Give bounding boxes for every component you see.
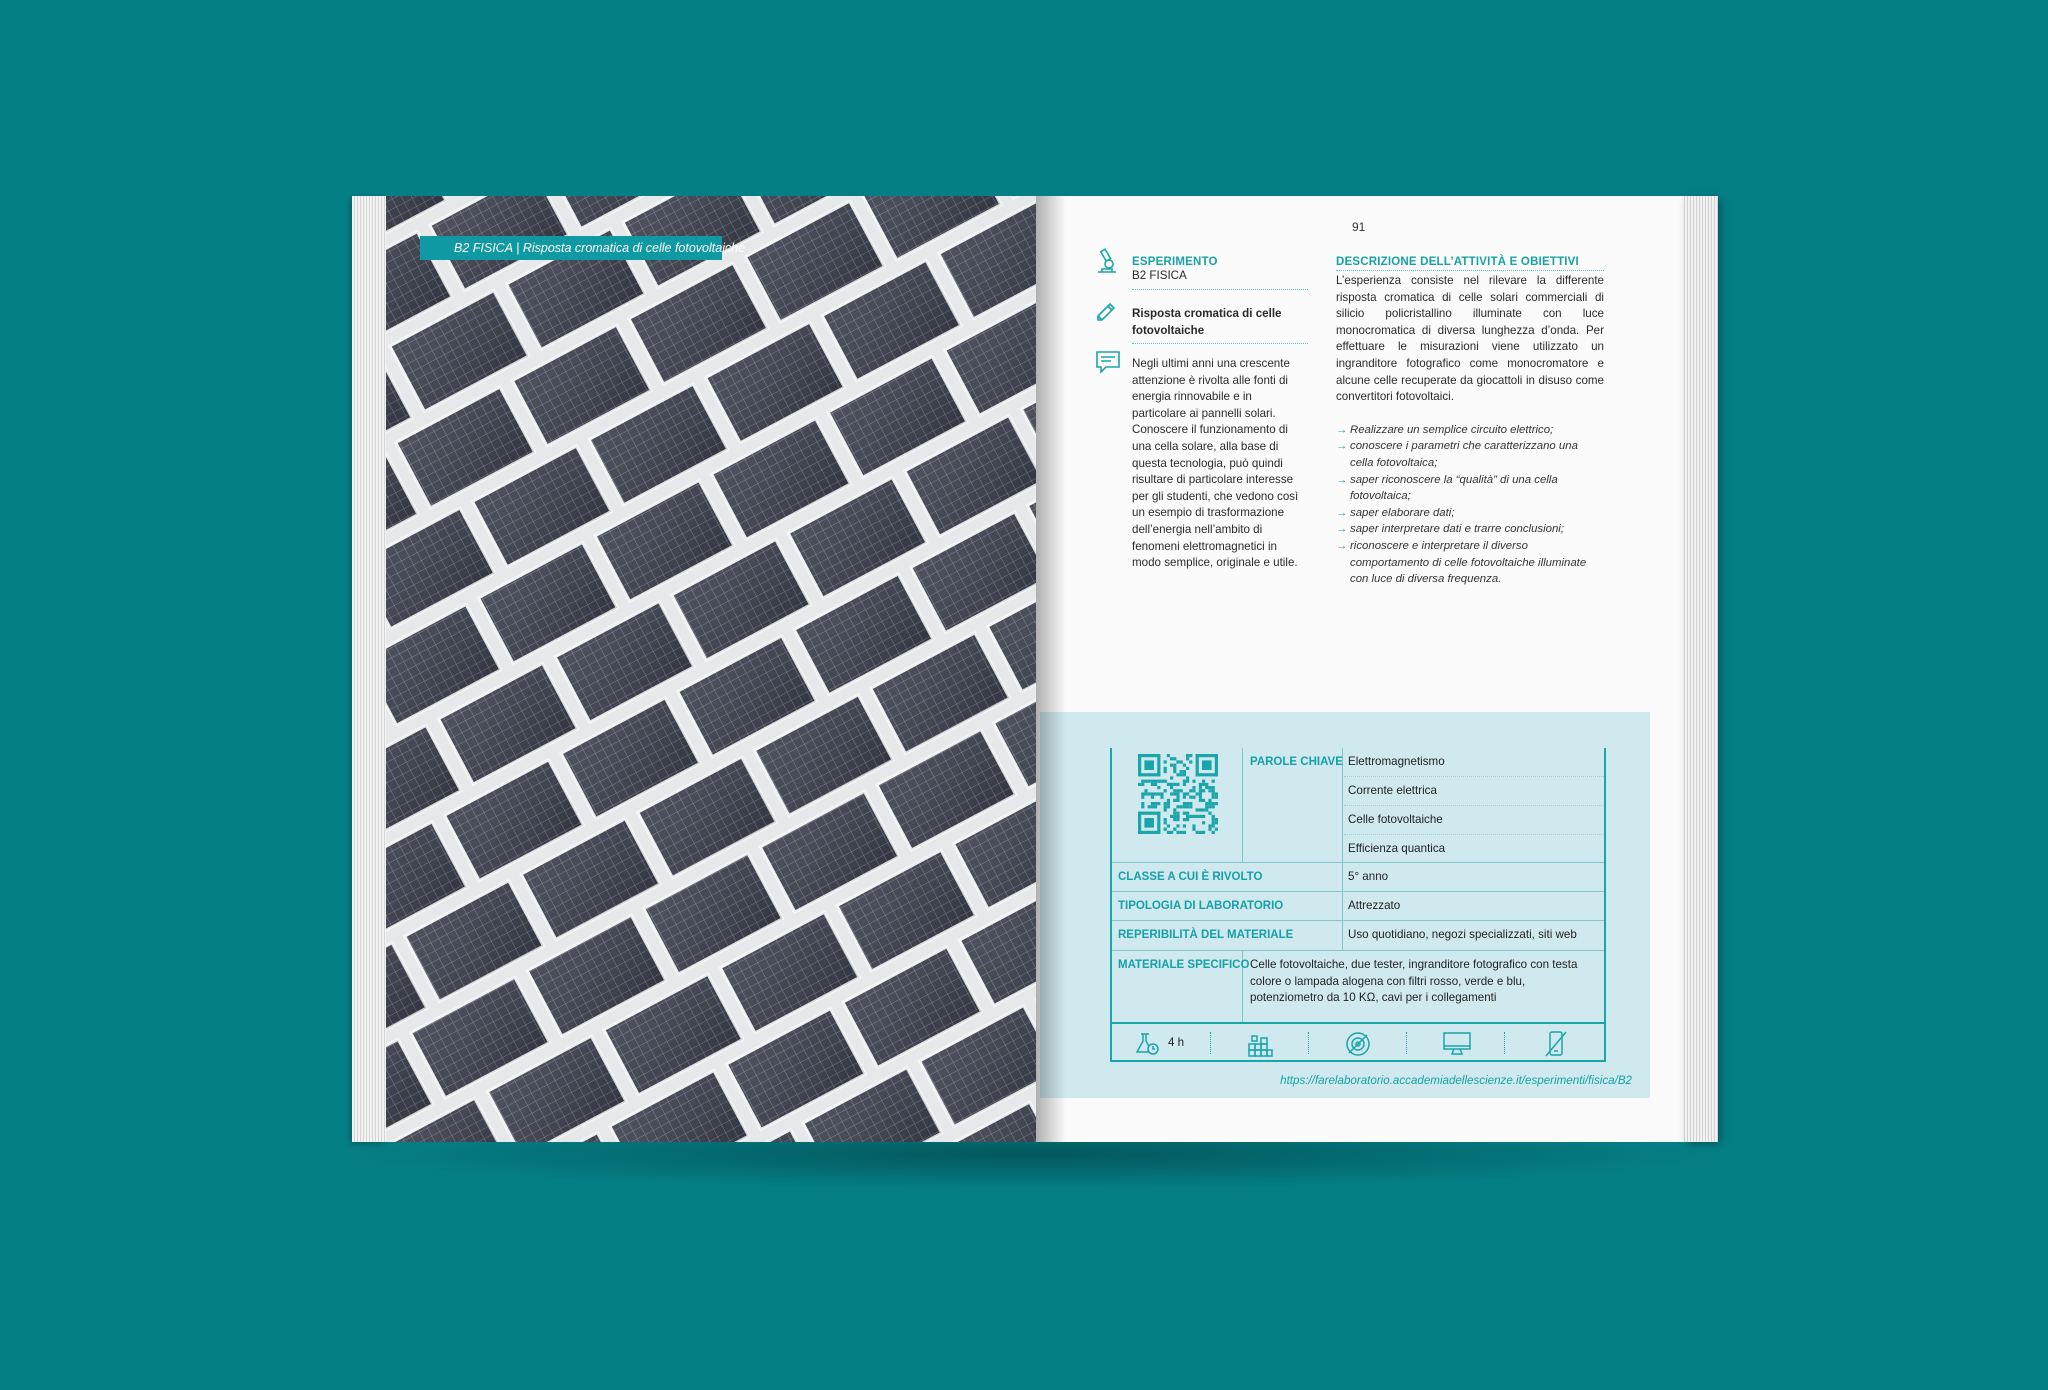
monitor-icon [1406, 1024, 1504, 1062]
footer-icons-bar [1112, 1022, 1604, 1060]
description-block [1336, 256, 1604, 588]
building-blocks-icon [1210, 1024, 1308, 1062]
page-number: 91 [1352, 220, 1366, 234]
experiment-title: Risposta cromatica di celle fotovoltaiche [1132, 306, 1308, 344]
keyword: Celle fotovoltaiche [1344, 805, 1604, 833]
objectives-list [1336, 422, 1604, 588]
info-card [1110, 748, 1606, 1062]
qr-code[interactable] [1138, 754, 1218, 834]
esperimento-code: B2 FISICA [1132, 268, 1308, 290]
objective-item: → saper riconoscere la “qualità” di una cella fotovoltaica; [1336, 473, 1558, 503]
experiment-url[interactable]: https://farelaboratorio.accademiadellescienze.it/esperimenti/fisica/B2 [1280, 1074, 1632, 1087]
title-block [1132, 306, 1308, 344]
description-text: L’esperienza consiste nel rilevare la differente risposta cromatica di celle solari commerciali di silicio policristallino illuminate con luce monocromatica di diversa lunghezza d’onda. Per effettuare le misurazioni viene utilizzato un ingranditore fotografico come monocromatore e alcune celle recuperate da giocattoli in disuso come convertitori fotovoltaici. [1336, 274, 1604, 404]
info-panel [1040, 712, 1650, 1098]
reperibilita-row: REPERIBILITÀ DEL MATERIALE Uso quotidiano, negozi specializzati, siti web [1112, 920, 1604, 950]
flask-clock-icon [1134, 1031, 1160, 1057]
description-heading: DESCRIZIONE DELL’ATTIVITÀ E OBIETTIVI [1336, 256, 1604, 271]
objective-item: → saper interpretare dati e trarre conclusioni; [1336, 523, 1564, 536]
tipologia-row: TIPOLOGIA DI LABORATORIO Attrezzato [1112, 891, 1604, 921]
objective-item: → Realizzare un semplice circuito elettrico; [1336, 423, 1554, 436]
no-smartphone-icon [1504, 1024, 1602, 1062]
keywords-label: PAROLE CHIAVE [1250, 756, 1343, 768]
objective-item: → conoscere i parametri che caratterizzano una cella fotovoltaica; [1336, 440, 1578, 469]
chapter-code: B2 FISICA [454, 241, 513, 255]
open-book [352, 196, 1718, 1142]
keyword: Efficienza quantica [1344, 834, 1604, 862]
right-page [1036, 196, 1684, 1142]
objective-item: → riconoscere e interpretare il diverso comportamento di celle fotovoltaiche illuminate con luce di diversa frequenza. [1336, 539, 1587, 586]
classe-row: CLASSE A CUI È RIVOLTO 5° anno [1112, 862, 1604, 892]
keyword: Corrente elettrica [1344, 776, 1604, 804]
speech-bubble-icon [1094, 348, 1124, 378]
left-page [386, 196, 1036, 1142]
duration-value: 4 h [1168, 1036, 1185, 1049]
esperimento-block [1132, 256, 1308, 290]
chapter-tag: B2 FISICA | Risposta cromatica di celle fotovoltaiche [420, 236, 722, 260]
page-edges-right [1684, 196, 1718, 1142]
materiale-row: MATERIALE SPECIFICO Celle fotovoltaiche, due tester, ingranditore fotografico con testa colore o lampada alogena con filtri rosso, verde e blu, potenziometro da 10 KΩ, cavi per i collegamenti [1112, 950, 1604, 1022]
no-target-icon [1308, 1024, 1406, 1062]
objective-item: → saper elaborare dati; [1336, 506, 1455, 519]
esperimento-label: ESPERIMENTO [1132, 256, 1218, 268]
pencil-icon [1094, 298, 1124, 328]
duration [1112, 1024, 1210, 1062]
keyword: Elettromagnetismo [1348, 755, 1445, 768]
page-edges-left [352, 196, 386, 1142]
solar-panels-photo [386, 196, 1036, 1142]
intro-text: Negli ultimi anni una crescente attenzione è rivolta alle fonti di energia rinnovabile e in particolare ai pannelli solari. Conoscere il funzionamento di una cella solare, alla base di questa tecnologia, può quindi risultare di particolare interesse per gli studenti, che vedono così un esempio di trasformazione dell’energia nell’ambito di fenomeni elettromagnetici in modo semplice, originale e utile. [1132, 357, 1299, 570]
chapter-title: Risposta cromatica di celle fotovoltaiche [522, 241, 746, 255]
microscope-icon [1094, 248, 1124, 278]
